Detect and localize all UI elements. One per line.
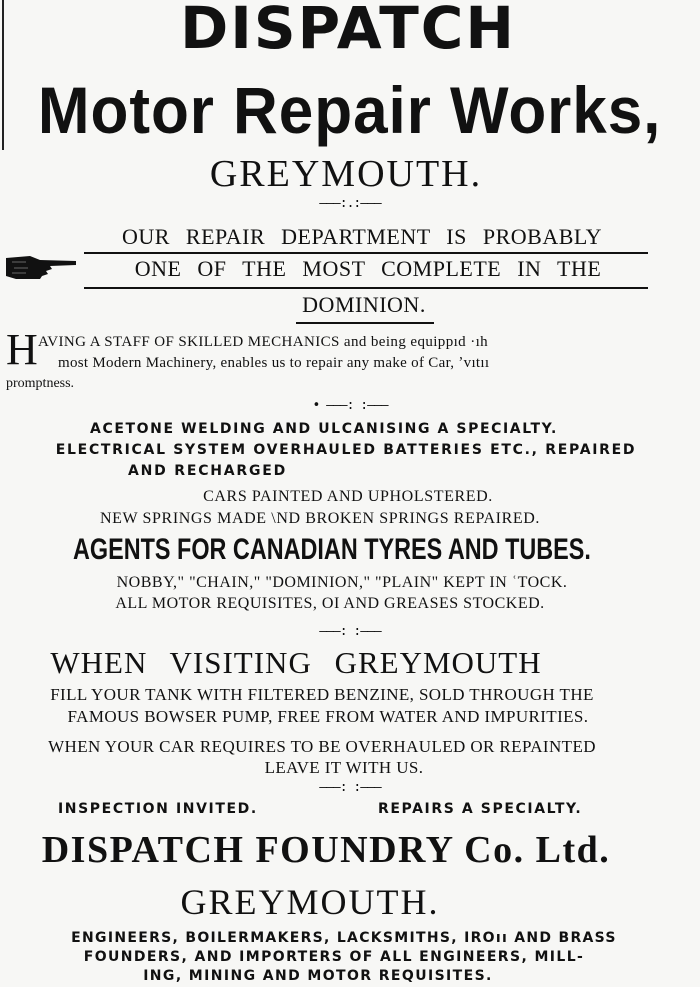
services-springs: NEW SPRINGS MADE \ND BROKEN SPRINGS REPAIRED. — [100, 510, 540, 527]
rule-2 — [84, 287, 648, 289]
header-subtitle-text: Motor Repair Works, — [38, 73, 662, 147]
foundry-location: GREYMOUTH. — [180, 882, 440, 922]
repair-line-2: ONE OF THE MOST COMPLETE IN THE — [134, 256, 602, 281]
services-electrical-1: ELECTRICAL SYSTEM OVERHAULED BATTERIES ETC., REPAIRED — [55, 442, 637, 458]
header-location: GREYMOUTH. — [209, 153, 483, 195]
drop-cap: H — [6, 325, 38, 374]
separator-3: ———: :——— — [319, 624, 381, 639]
header-title: DISPATCH — [180, 0, 516, 62]
separator-4: ———: :——— — [319, 780, 381, 795]
services-electrical-2: AND RECHARGED — [128, 463, 288, 479]
visiting-overhaul-2: LEAVE IT WITH US. — [264, 758, 424, 777]
visiting-fill-2: FAMOUS BOWSER PUMP, FREE FROM WATER AND IMPURITIES. — [67, 707, 589, 726]
foundry-trades-1: ENGINEERS, BOILERMAKERS, LACKSMITHS, IROıı AND BRASS — [71, 930, 617, 946]
separator-1: ———:.:——— — [319, 196, 381, 211]
repairs-specialty: REPAIRS A SPECIALTY. — [378, 801, 583, 817]
foundry-name: DISPATCH FOUNDRY Co. Ltd. — [41, 829, 611, 871]
foundry-trades-3: ING, MINING AND MOTOR REQUISITES. — [143, 968, 493, 984]
agents-headline-text: AGENTS FOR CANADIAN TYRES AND TUBES. — [73, 533, 591, 566]
inspection-invited: INSPECTION INVITED. — [58, 801, 258, 817]
services-welding: ACETONE WELDING AND ULCANISING A SPECIALTY. — [90, 421, 558, 437]
staff-line-1: AVING A STAFF OF SKILLED MECHANICS and being equippıd ·ıh — [38, 334, 489, 350]
visiting-fill-1: FILL YOUR TANK WITH FILTERED BENZINE, SOLD THROUGH THE — [50, 685, 594, 704]
staff-line-3: promptness. — [6, 376, 75, 391]
visiting-headline: WHEN VISITING GREYMOUTH — [50, 645, 542, 680]
header-subtitle — [0, 72, 700, 147]
agents-requisites: ALL MOTOR REQUISITES, OI AND GREASES STOCKED. — [115, 595, 545, 612]
services-painted: CARS PAINTED AND UPHOLSTERED. — [203, 488, 493, 505]
separator-2: • ———: :——— — [312, 398, 388, 413]
agents-headline — [0, 533, 682, 567]
rule-1 — [84, 252, 648, 254]
rule-3 — [296, 322, 434, 324]
staff-line-2: most Modern Machinery, enables us to repair any make of Car, ʼvıtıı — [58, 355, 490, 371]
foundry-trades-2: FOUNDERS, AND IMPORTERS OF ALL ENGINEERS, MILL- — [83, 949, 585, 965]
repair-line-3: DOMINION. — [302, 292, 426, 317]
repair-line-1: OUR REPAIR DEPARTMENT IS PROBABLY — [121, 224, 603, 249]
agents-brands: NOBBY," "CHAIN," "DOMINION," "PLAIN" KEPT IN ʿTOCK. — [116, 574, 568, 591]
visiting-overhaul-1: WHEN YOUR CAR REQUIRES TO BE OVERHAULED OR REPAINTED — [48, 737, 596, 756]
